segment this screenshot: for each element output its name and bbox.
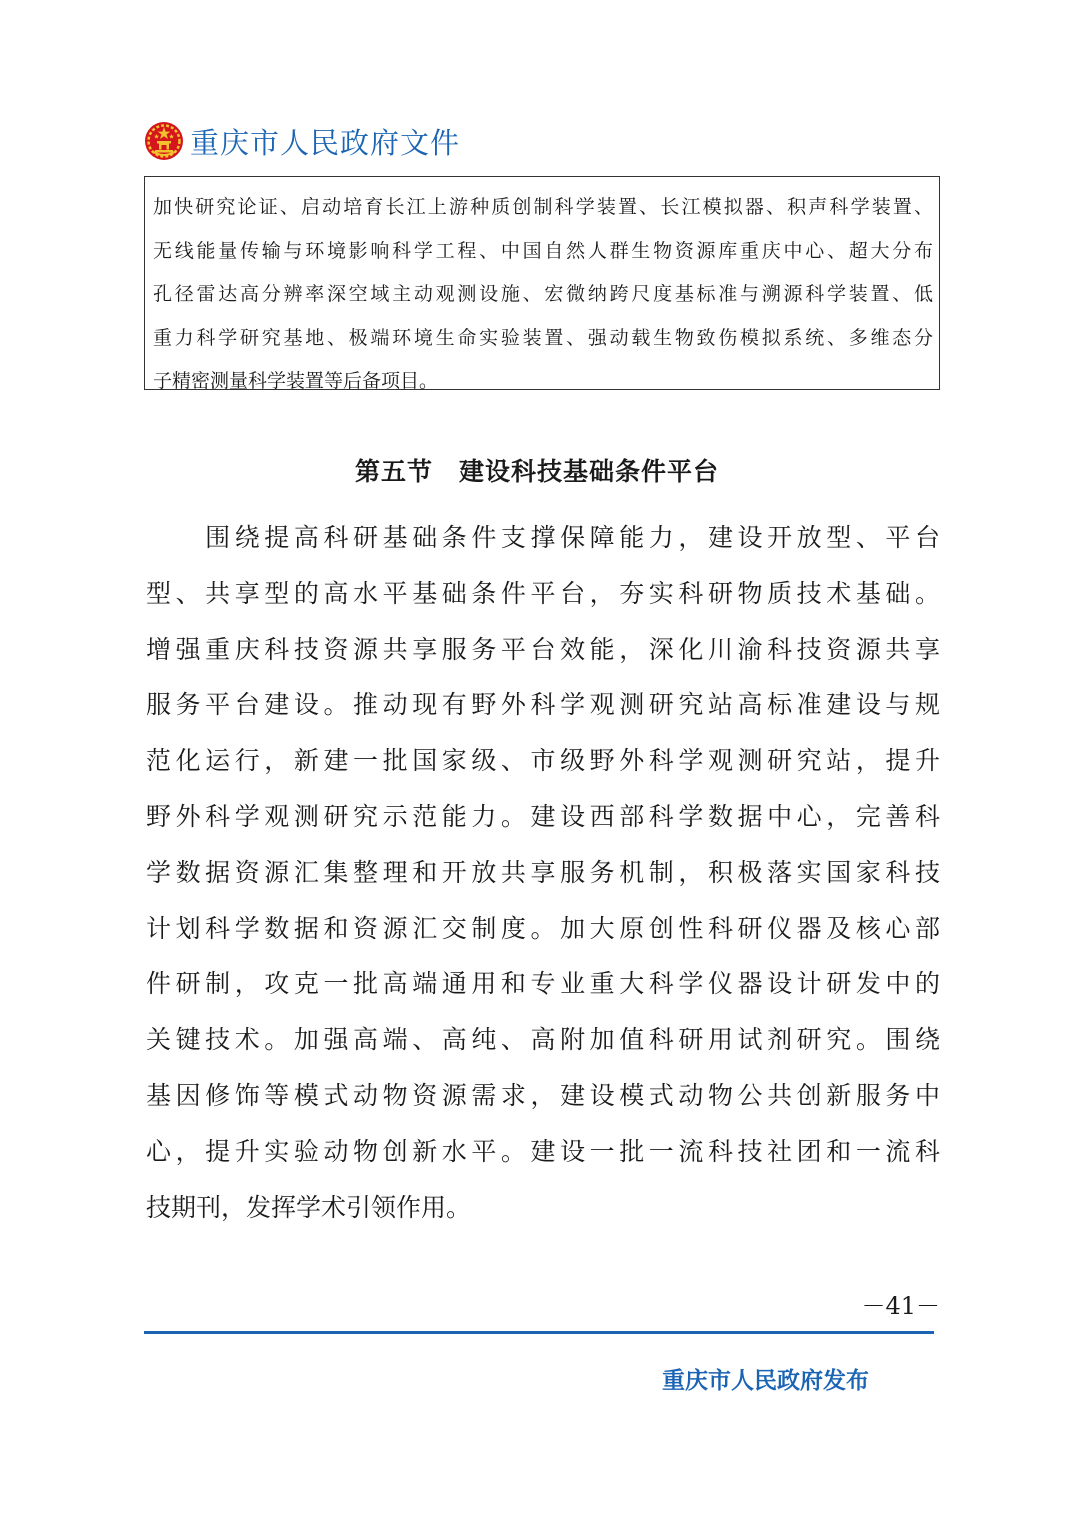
paragraph-line: 学数据资源汇集整理和开放共享服务机制，积极落实国家科技 [146, 857, 940, 887]
paragraph-line: 件研制，攻克一批高端通用和专业重大科学仪器设计研发中的 [146, 969, 940, 999]
paragraph-line: 野外科学观测研究示范能力。建设西部科学数据中心，完善科 [146, 801, 940, 831]
paragraph-line: 关键技术。加强高端、高纯、高附加值科研用试剂研究。围绕 [146, 1025, 940, 1055]
boxed-note-line: 子精密测量科学装置等后备项目。 [153, 370, 439, 392]
footer-publisher: 重庆市人民政府发布 [662, 1368, 869, 1394]
paragraph-line: 心，提升实验动物创新水平。建设一批一流科技社团和一流科 [146, 1136, 940, 1166]
national-emblem-icon [144, 121, 184, 161]
section-title: 第五节 建设科技基础条件平台 [354, 457, 719, 486]
paragraph-line: 围绕提高科研基础条件支撑保障能力，建设开放型、平台 [146, 523, 940, 552]
paragraph-line: 增强重庆科技资源共享服务平台效能，深化川渝科技资源共享 [146, 634, 940, 664]
boxed-note-line: 重力科学研究基地、极端环境生命实验装置、强动载生物致伤模拟系统、多维态分 [153, 326, 933, 349]
boxed-note [144, 176, 940, 390]
document-header-title: 重庆市人民政府文件 [190, 125, 461, 160]
paragraph-line: 技期刊，发挥学术引领作用。 [146, 1192, 472, 1222]
boxed-note-line: 加快研究论证、启动培育长江上游种质创制科学装置、长江模拟器、积声科学装置、 [153, 196, 933, 218]
paragraph-line: 范化运行，新建一批国家级、市级野外科学观测研究站，提升 [146, 746, 940, 776]
body-paragraph [146, 510, 940, 1235]
document-header [144, 118, 460, 164]
boxed-note-line: 孔径雷达高分辨率深空域主动观测设施、宏微纳跨尺度基标准与溯源科学装置、低 [153, 283, 933, 305]
paragraph-line: 型、共享型的高水平基础条件平台，夯实科研物质技术基础。 [146, 578, 940, 608]
footer-divider [144, 1331, 934, 1334]
paragraph-line: 计划科学数据和资源汇交制度。加大原创性科研仪器及核心部 [146, 913, 940, 943]
paragraph-line: 服务平台建设。推动现有野外科学观测研究站高标准建设与规 [146, 690, 940, 720]
paragraph-line: 基因修饰等模式动物资源需求，建设模式动物公共创新服务中 [146, 1080, 940, 1110]
page-number: －41－ [861, 1292, 940, 1320]
boxed-note-line: 无线能量传输与环境影响科学工程、中国自然人群生物资源库重庆中心、超大分布 [153, 239, 933, 262]
